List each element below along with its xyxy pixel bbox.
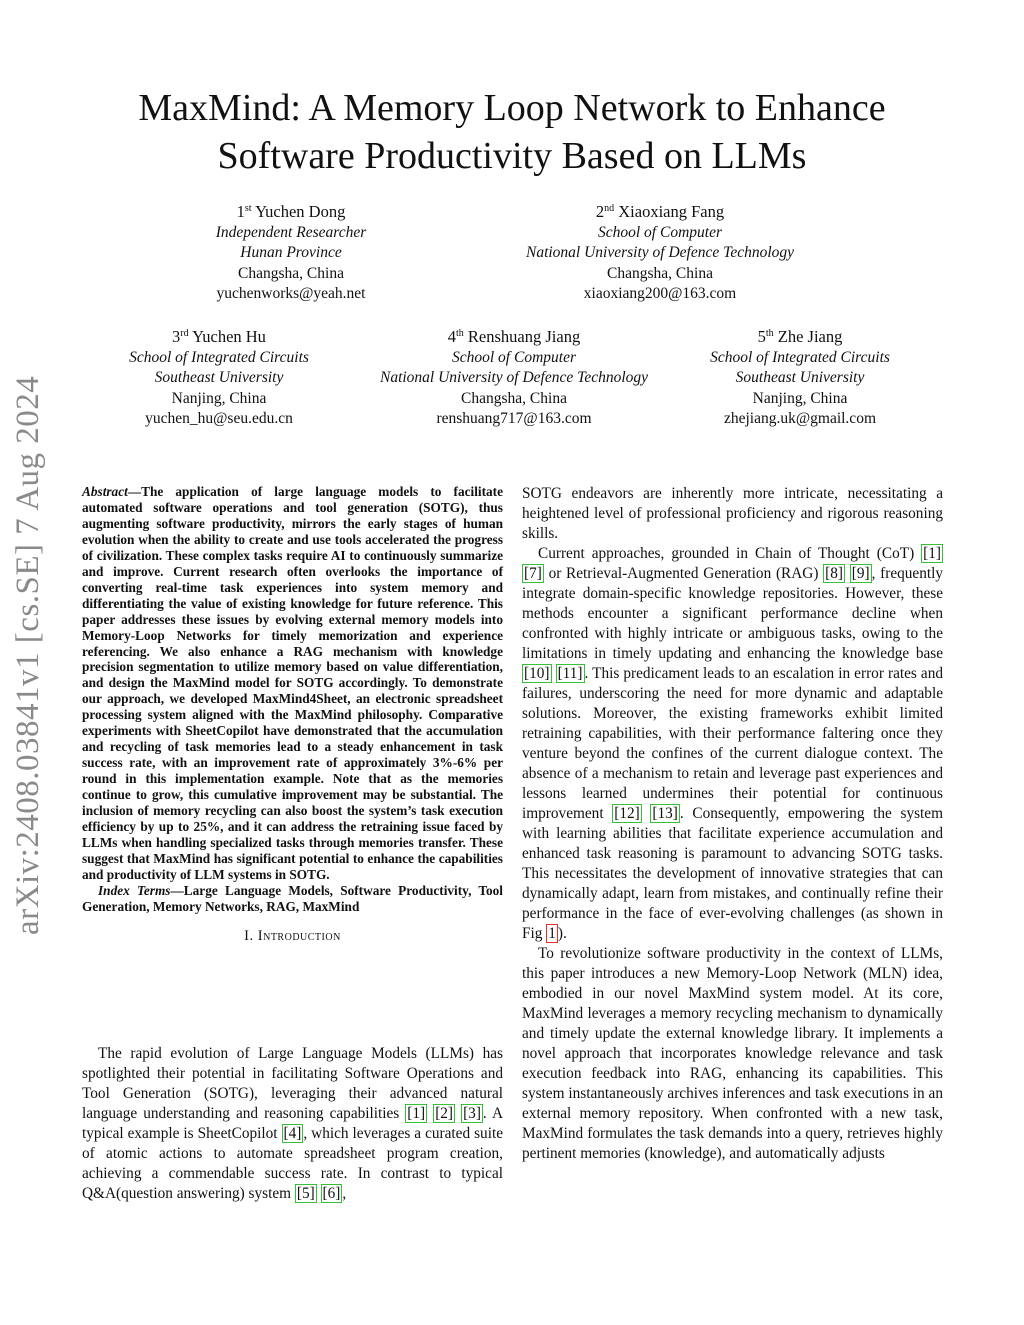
citation-link[interactable]: [6] <box>322 1185 341 1202</box>
abstract-section <box>82 484 503 957</box>
right-column <box>522 484 943 1164</box>
author-email: xiaoxiang200@163.com <box>583 285 737 302</box>
figure-link[interactable]: 1 <box>548 925 556 942</box>
intro-paragraph-1: The rapid evolution of Large Language Models (LLMs) has spotlighted their potential in facilitating Software Operations and Tool Generation (SOTG), leveraging their advanced natural language understanding and reasoning capabilities [1] [2] [3] . A typical example is SheetCopilot [4] , which leverages a curated suite of atomic actions to automate spreadsheet program creation, achieving a commendable success rate. In contrast to typical Q&A(question answering) system [5] [6] , <box>82 1045 503 1202</box>
section-heading: I. Introduction <box>244 927 341 944</box>
citation-link[interactable]: [11] <box>557 665 583 682</box>
intro-paragraph-3: To revolutionize software productivity in the context of LLMs, this paper introduces a new Memory-Loop Network (MLN) idea, embodied in our novel MaxMind system model. At its core, MaxMind leverages a memory recycling mechanism to dynamically and timely update the external knowledge library. It implements a novel approach that incorporates knowledge relevance and task execution feedback into RAG, enhancing its capabilities. This system instantaneously archives inferences and task executions in an external memory repository. When confronted with a new task, MaxMind formulates the task demands into a query, retrieves highly pertinent memories (knowledge), and automatically adjusts <box>522 945 943 1162</box>
citation-link[interactable]: [13] <box>652 805 678 822</box>
citation-link[interactable]: [7] <box>524 565 542 582</box>
citation-link[interactable]: [4] <box>283 1125 302 1142</box>
author-block-2: 2nd Xiaoxiang Fang School of Computer National University of Defence Technology Changsha, China xiaoxiang200@163.com <box>526 202 794 305</box>
author-email: zhejiang.uk@gmail.com <box>723 410 876 427</box>
citation-link[interactable]: [5] <box>296 1185 315 1202</box>
author-name: Xiaoxiang Fang <box>618 202 725 221</box>
author-name: Zhe Jiang <box>777 327 843 346</box>
author-block-1: 1st Yuchen Dong Independent Researcher Hunan Province Changsha, China yuchenworks@yeah.net <box>216 202 367 305</box>
index-terms <box>82 883 503 915</box>
author-email: renshuang717@163.com <box>436 410 592 427</box>
citation-link[interactable]: [9] <box>851 565 870 582</box>
index-terms-text: —Large Language Models, Software Productivity, Tool Generation, Memory Networks, RAG, MaxMind <box>82 882 503 914</box>
citation-link[interactable]: [1] <box>407 1105 426 1122</box>
author-block-5: 5th Zhe Jiang School of Integrated Circuits Southeast University Nanjing, China zhejiang.uk@gmail.com <box>710 327 890 430</box>
author-block-4: 4th Renshuang Jiang School of Computer National University of Defence Technology Changsha, China renshuang717@163.com <box>380 327 648 430</box>
abstract-text: —The application of large language models to facilitate automated software operations and tool generation (SOTG), thus augmenting software productivity, mirrors the early stages of human evolution when the ability to create and use tools accelerated the progress of civilization. These complex tasks require AI to continuously summarize and improve. Current research often overlooks the importance of converting real-time task experiences into system memory and differentiating the value of existing knowledge for future reference. This paper addresses these issues by evolving external memory models into Memory-Loop Networks for timely memorization and experience referencing. We also enhance a RAG mechanism with knowledge precision segmentation to utilize memory based on value differentiation, and design the MaxMind model for SOTG accordingly. To demonstrate our approach, we developed MaxMind4Sheet, an electronic spreadsheet processing system aligned with the MaxMind philosophy. Comparative experiments with SheetCopilot have demonstrated that the accumulation and recycling of task memories lead to a steady enhancement in task success rate, with an improvement rate of approximately 3%-6% per round in this implementation example. Note that as the memories continue to grow, this cumulative improvement may be substantial. The inclusion of memory recycling can also boost the system’s task execution efficiency by up to 25%, and it can address the retraining issue faced by LLMs when handling specialized tasks through memories transfer. These suggest that MaxMind has significant potential to enhance the capabilities and productivity of LLM systems in SOTG. <box>82 484 503 882</box>
citation-link[interactable]: [10] <box>524 665 550 682</box>
citation-link[interactable]: [2] <box>435 1105 454 1122</box>
intro-left-column <box>82 1044 503 1204</box>
abstract-label: Abstract <box>82 484 128 499</box>
paper-title <box>0 84 1024 180</box>
paragraph-continuation: SOTG endeavors are inherently more intricate, necessitating a heightened level of professional proficiency and rigorous reasoning skills. <box>522 485 943 542</box>
intro-paragraph-2: Current approaches, grounded in Chain of Thought (CoT) [1] [7] or Retrieval-Augmented Generation (RAG) [8] [9] , frequently integrate domain-specific knowledge repositories. However, these methods encounter a significant performance decline when confronted with highly intricate or ambiguous tasks, owing to the limitations in timely updating and enhancing the knowledge base [10] [11] . This predicament leads to an escalation in error rates and failures, underscoring the need for more dynamic and adaptable solutions. Moreover, the existing frameworks exhibit limited retraining capabilities, with their performance faltering once they venture beyond the confines of the current dialogue context. The absence of a mechanism to retain and leverage past experiences and lessons learned undermines their potential for continuous improvement [12] [13] . Consequently, empowering the system with learning abilities that facilitate experience accumulation and enhanced task reasoning is paramount to advancing SOTG tasks. This necessitates the development of innovative strategies that can dynamically adapt, learn from mistakes, and continually refine their performance in the face of ever-evolving challenges (as shown in Fig 1 ). <box>522 545 944 942</box>
citation-link[interactable]: [12] <box>614 805 640 822</box>
citation-link[interactable]: [8] <box>825 565 844 582</box>
citation-link[interactable]: [1] <box>923 545 941 562</box>
author-name: Yuchen Hu <box>192 327 266 346</box>
index-terms-label: Index Terms <box>98 882 171 898</box>
arxiv-identifier: arXiv:2408.03841v1 [cs.SE] 7 Aug 2024 <box>10 375 46 935</box>
title-line-1: MaxMind: A Memory Loop Network to Enhance <box>138 87 886 129</box>
author-name: Yuchen Dong <box>255 202 346 221</box>
author-name: Renshuang Jiang <box>467 327 581 346</box>
author-email: yuchen_hu@seu.edu.cn <box>145 410 293 427</box>
title-line-2: Software Productivity Based on LLMs <box>217 135 807 177</box>
abstract <box>82 484 503 883</box>
author-block-3: 3rd Yuchen Hu School of Integrated Circuits Southeast University Nanjing, China yuchen_hu@seu.edu.cn <box>129 327 309 430</box>
citation-link[interactable]: [3] <box>463 1105 481 1122</box>
author-email: yuchenworks@yeah.net <box>216 285 366 302</box>
